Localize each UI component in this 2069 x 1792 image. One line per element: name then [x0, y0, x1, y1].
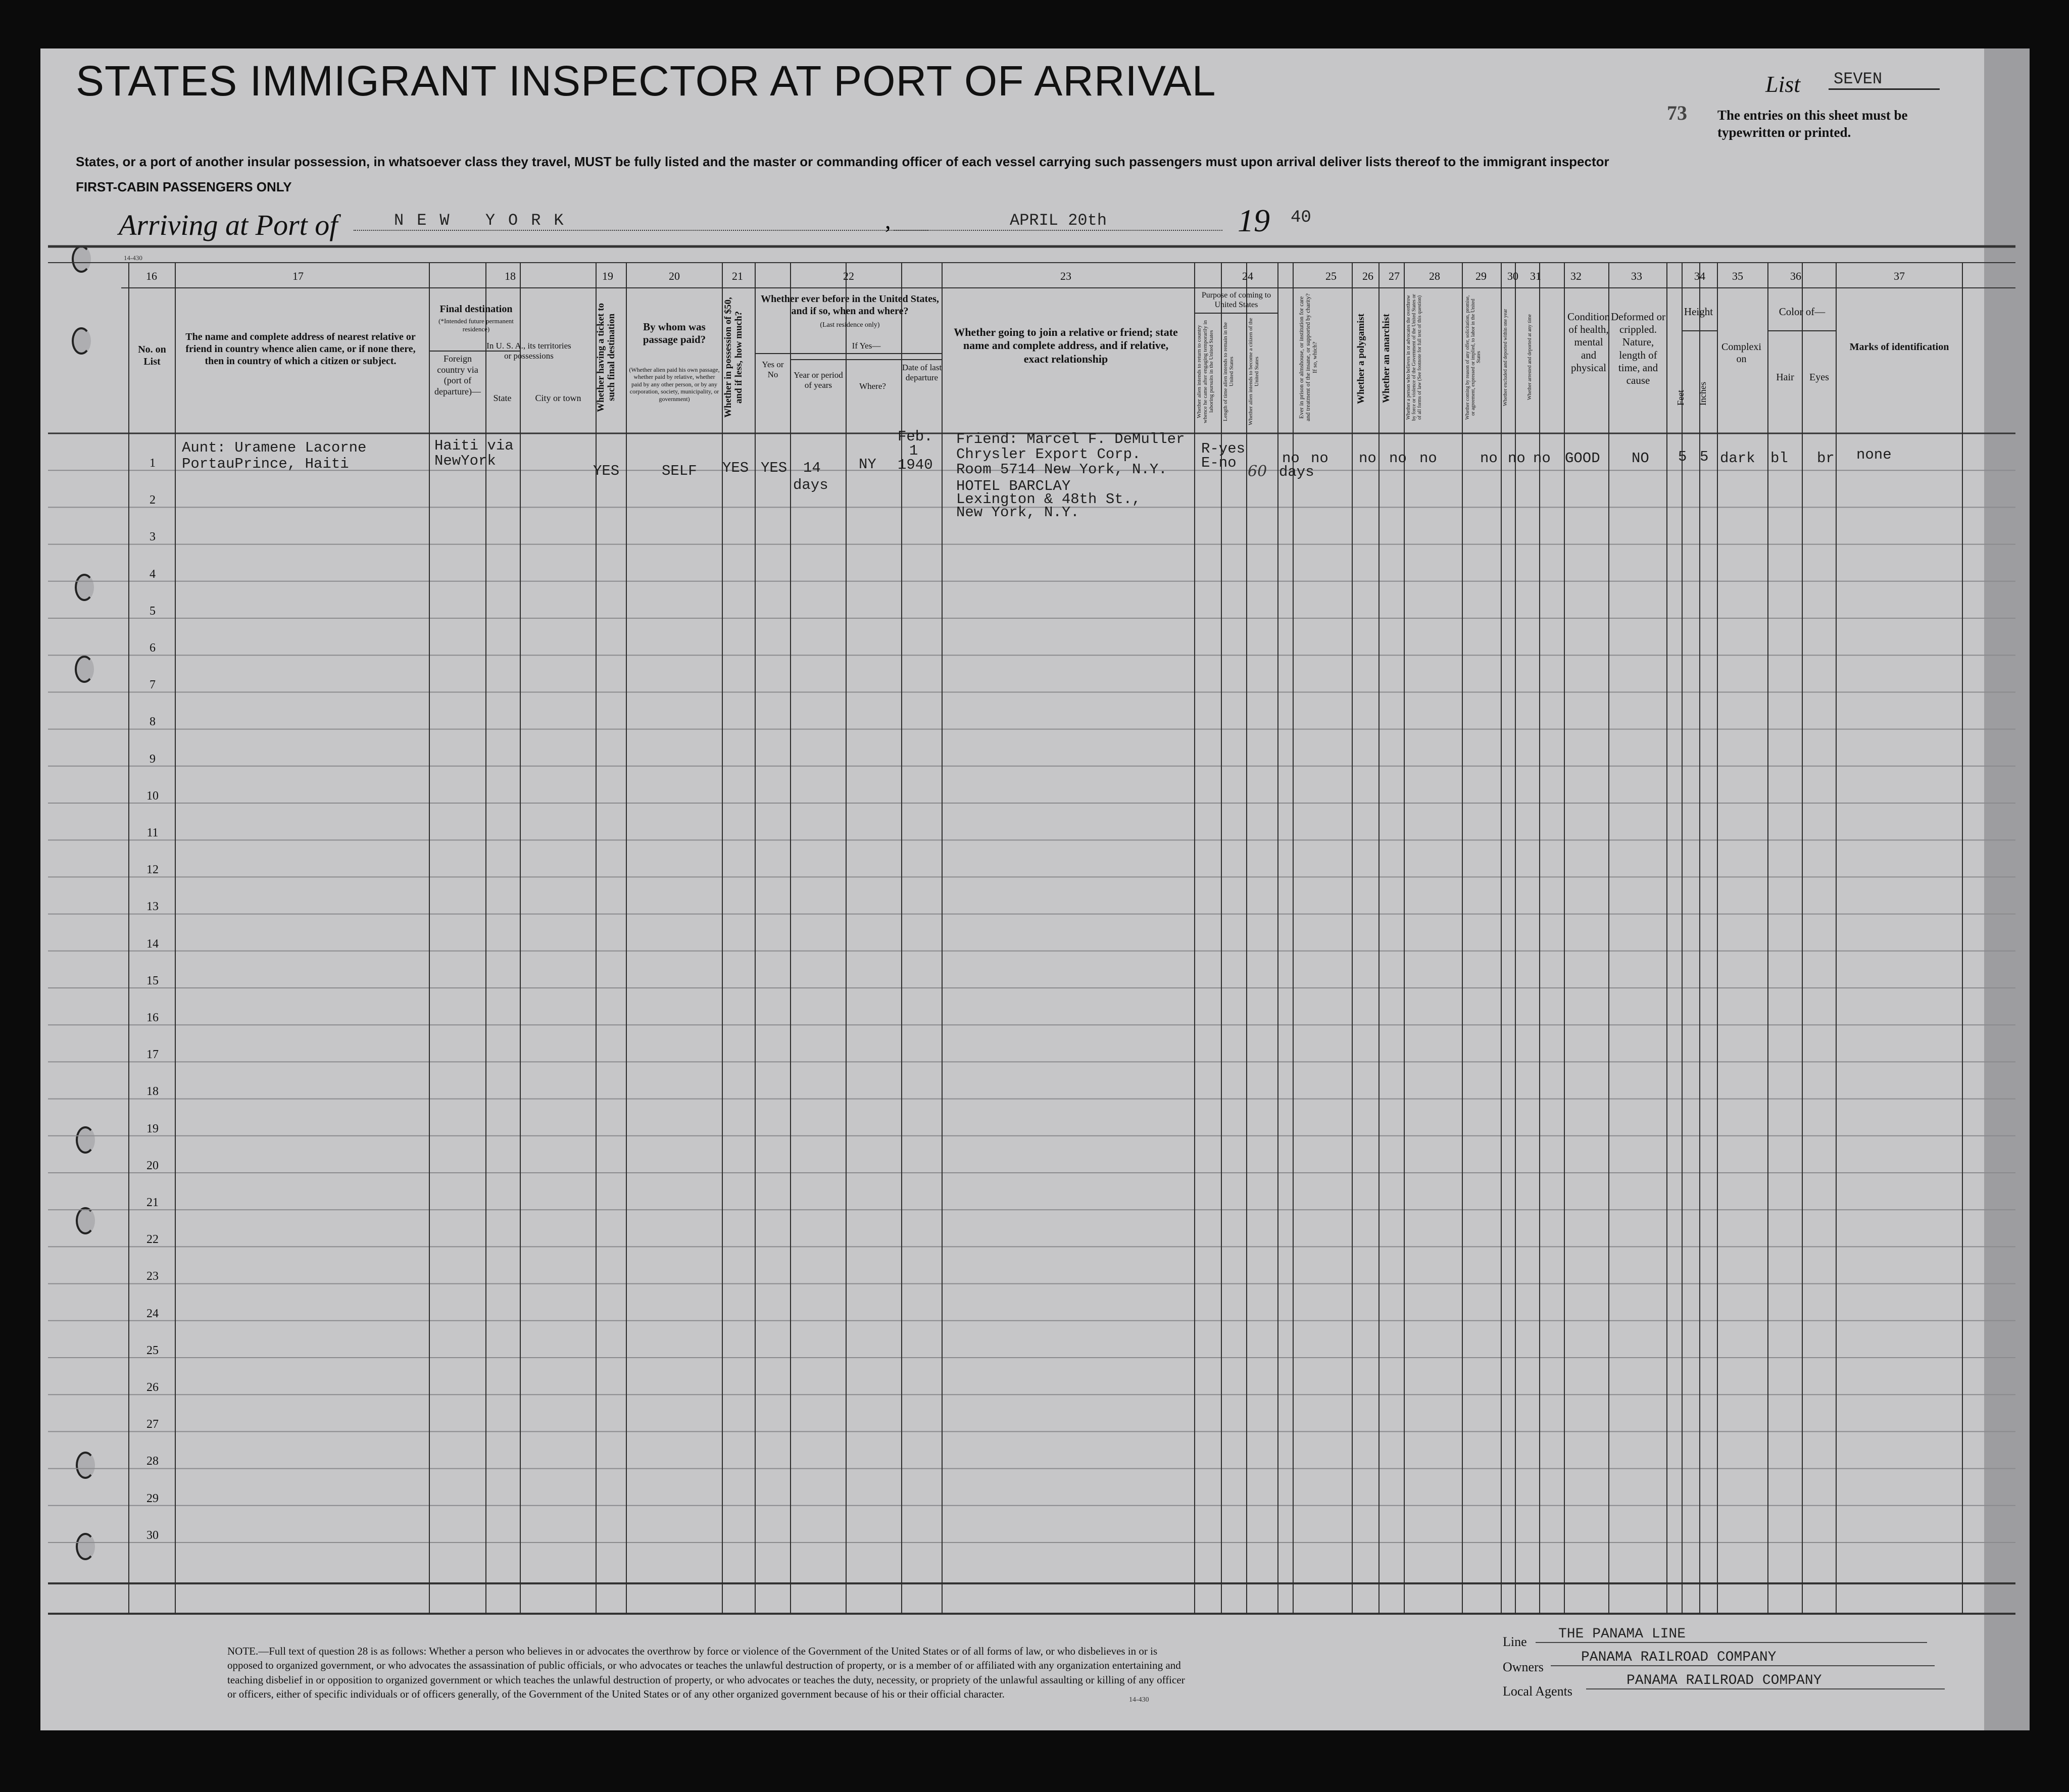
row-number: 24 [146, 1307, 159, 1320]
header-final-destination: Final destination [439, 304, 513, 315]
header-city: City or town [535, 393, 581, 403]
header-nearest-relative: The name and complete address of nearest relative or friend in country whence alien came, or if none there, then in country of which a citizen or subject. [185, 331, 416, 367]
header-possession-50: Whether in possession of $50, and if less, how much? [723, 297, 744, 418]
footer-note: NOTE.—Full text of question 28 is as follows: Whether a person who believes in or advocates the overthrow by force or violence of the Government of the United States or of all forms of law, or who disbelieves in or is opposed to organized government, or who advocates the assassination of public officials, or who advocates or teaches the unlawful destruction of property, or is a member of or affiliated with any organization entertaining and teaching disbelief in or opposition to organized government or which teaches the unlawful destruction of property, or who advocates or teaches the duty, necessity, or propriety of the unlawful assaulting or killing of any officer or officers, either of specific individuals or of officers generally, of the Government of the United States or of any other organized government because of his or their official character. [227, 1645, 1185, 1701]
entry-polygamist: no [1389, 450, 1407, 467]
header-ever-before: Whether ever before in the United States, and if so, when and where? [761, 293, 939, 317]
entry-join-line1: Friend: Marcel F. DeMuller [956, 431, 1185, 447]
entry-length2: days [1279, 464, 1314, 480]
year-prefix: 19 [1238, 203, 1270, 238]
entry-has-50: YES [722, 460, 749, 476]
form-number: 14-430 [1129, 1696, 1149, 1704]
row-number: 22 [146, 1233, 159, 1247]
arriving-label: Arriving at Port of [119, 209, 338, 241]
entry-marks: none [1856, 446, 1892, 463]
header-deformed: Deformed or crippled. Nature, length of time, and cause [1611, 311, 1665, 386]
header-labor-offer: Whether coming by reason of any offer, solicitation, promise, or agreement, expressed or implied, to labor in the United States [1465, 295, 1482, 420]
row-number: 30 [146, 1528, 159, 1542]
entry-before-yesno: YES [761, 460, 787, 476]
header-purpose-return: Whether alien intends to return to country whence he came after engaging temporarily in laboring pursuits in the United States [1196, 320, 1215, 423]
year-suffix: 40 [1291, 208, 1311, 227]
row-number: 6 [150, 641, 156, 655]
entry-before-where: NY [859, 456, 876, 473]
row-number: 2 [150, 493, 156, 507]
header-height: Height [1684, 306, 1713, 318]
class-note: FIRST-CABIN PASSENGERS ONLY [76, 179, 292, 194]
header-last-residence: (Last residence only) [820, 321, 880, 329]
owners-label: Owners [1503, 1660, 1544, 1674]
header-marks: Marks of identification [1849, 341, 1949, 353]
col-number: 21 [732, 270, 743, 282]
header-last-departure: Date of last departure [902, 363, 942, 383]
header-anarchist: Whether an anarchist [1381, 314, 1392, 404]
col-number: 30 [1507, 270, 1518, 282]
col-number: 36 [1790, 270, 1801, 282]
entry-join-line5: Lexington & 48th St., [956, 491, 1141, 508]
row-number: 1 [150, 457, 156, 470]
header-inches: Inches [1698, 382, 1708, 406]
col-number: 27 [1389, 270, 1400, 282]
col-number: 29 [1475, 270, 1487, 282]
row-number: 17 [146, 1048, 159, 1062]
header-purpose: Purpose of coming to United States [1201, 291, 1271, 310]
header-hair: Hair [1776, 372, 1794, 383]
entry-join-line2: Chrysler Export Corp. [956, 446, 1141, 463]
row-number: 18 [146, 1085, 159, 1099]
row-number: 28 [146, 1455, 159, 1468]
row-number: 25 [146, 1343, 159, 1357]
list-label: List [1765, 71, 1801, 97]
col-number: 22 [843, 270, 854, 282]
header-purpose-citizen: Whether alien intends to become a citizen of the United States [1248, 318, 1260, 425]
row-number: 5 [150, 604, 156, 618]
col-number: 33 [1631, 270, 1642, 282]
entry-purpose1: R-yes [1201, 440, 1246, 457]
entries-note: The entries on this sheet must be typewritten or printed. [1717, 108, 1908, 140]
instructions-text: States, or a port of another insular possession, in whatsoever class they travel, MUST be fully listed and the master or commanding officer of each vessel carrying such passengers must upon arrival deliver lists thereof to the immigrant inspector [76, 154, 1609, 169]
entry-length-handwritten: 60 [1248, 463, 1267, 480]
entry-before-date2: 1 [909, 442, 918, 459]
entry-before-date1: Feb. [898, 428, 933, 445]
entry-join-line6: New York, N.Y. [956, 504, 1079, 521]
entry-health: GOOD [1565, 450, 1600, 467]
row-number: 14 [146, 937, 159, 951]
sheet-number: 73 [1667, 102, 1687, 124]
col-number: 16 [146, 270, 157, 282]
header-purpose-length: Length of time alien intends to remain in the United States [1222, 322, 1235, 421]
col-number: 24 [1242, 270, 1253, 282]
col-number: 28 [1429, 270, 1440, 282]
header-where: Where? [859, 381, 886, 391]
entry-deformed: NO [1632, 450, 1649, 467]
header-final-destination-note: (*Intended future permanent residence) [438, 317, 514, 333]
entry-eyes: br [1817, 450, 1835, 467]
entry-citizen: no [1311, 450, 1328, 467]
owners-value: PANAMA RAILROAD COMPANY [1551, 1650, 1935, 1666]
agents-label: Local Agents [1503, 1684, 1572, 1699]
col-number: 20 [669, 270, 680, 282]
header-health: Condition of health, mental and physical [1567, 311, 1610, 374]
col-number: 32 [1570, 270, 1582, 282]
entry-length1: no [1282, 450, 1300, 467]
col-number: 23 [1060, 270, 1071, 282]
row-number: 15 [146, 974, 159, 987]
col-number: 17 [292, 270, 304, 282]
entry-join-line3: Room 5714 New York, N.Y. [956, 461, 1167, 478]
header-yes-or-no: Yes or No [762, 360, 784, 380]
form-number-top: 14-430 [124, 254, 142, 262]
comma: , [885, 208, 891, 233]
entry-foreign-line1: Haiti via [434, 437, 514, 454]
agents-value: PANAMA RAILROAD COMPANY [1586, 1673, 1945, 1689]
entry-before-period1: 14 [803, 460, 821, 476]
entry-prison: no [1359, 450, 1376, 467]
row-number: 21 [146, 1196, 159, 1209]
entry-ticket: YES [593, 463, 620, 479]
entry-join-line4: HOTEL BARCLAY [956, 478, 1071, 494]
row-number: 26 [146, 1381, 159, 1394]
row-number: 29 [146, 1491, 159, 1505]
header-polygamist: Whether a polygamist [1356, 313, 1366, 404]
col-number: 35 [1732, 270, 1743, 282]
row-number: 10 [146, 789, 159, 803]
header-no-on-list: No. on List [138, 344, 166, 367]
entry-feet: 5 [1678, 449, 1687, 465]
header-eyes: Eyes [1809, 372, 1829, 383]
header-color-of: Color of— [1779, 306, 1826, 318]
entry-hair: bl [1770, 450, 1788, 467]
row-number: 11 [146, 826, 159, 839]
header-ticket: Whether having a ticket to such final destination [596, 303, 617, 412]
col-number: 18 [505, 270, 516, 282]
entry-complexion: dark [1720, 450, 1755, 467]
entry-before-date3: 1940 [898, 457, 933, 473]
row-number: 9 [150, 752, 156, 766]
entry-excluded: no [1533, 450, 1551, 467]
header-period: Year or period of years [794, 370, 843, 390]
header-passage-paid: By whom was passage paid? [643, 321, 706, 346]
header-in-usa: In U. S. A., its territories or possessions [486, 341, 571, 361]
header-deported: Whether arrested and deported at any time [1527, 314, 1533, 401]
row-number: 7 [150, 678, 156, 692]
row-number: 8 [150, 715, 156, 729]
entry-foreign-line2: NewYork [434, 453, 496, 469]
arrival-date: APRIL 20th [894, 211, 1222, 231]
entry-relative-line1: Aunt: Uramene Lacorne [182, 439, 367, 456]
page-title: STATES IMMIGRANT INSPECTOR AT PORT OF ARRIVAL [76, 57, 1216, 105]
row-number: 19 [146, 1122, 159, 1135]
header-joining: Whether going to join a relative or friend; state name and complete address, and if relative, exact relationship [954, 326, 1178, 365]
entry-before-period2: days [793, 477, 828, 493]
header-state: State [493, 393, 512, 403]
arrival-port: NEW YORK [354, 211, 929, 231]
row-number: 4 [150, 567, 156, 581]
row-number: 13 [146, 900, 159, 914]
col-number: 26 [1362, 270, 1373, 282]
line-label: Line [1503, 1634, 1527, 1649]
entry-labor-offer: no [1508, 450, 1525, 467]
row-number: 27 [146, 1418, 159, 1431]
line-value: THE PANAMA LINE [1536, 1626, 1927, 1643]
entry-overthrow: no [1480, 450, 1498, 467]
header-complexion: Complexion [1721, 341, 1761, 365]
col-number: 19 [602, 270, 613, 282]
header-overthrow: Whether a person who believes in or advocates the overthrow by force or violence of the Government of the United States or of all forms of law (See footnote for full text of this question) [1406, 294, 1422, 421]
row-number: 12 [146, 863, 159, 877]
header-prison: Ever in prison or almshouse, or institution for care and treatment of the insane, or supported by charity? If so, which? [1298, 293, 1318, 421]
row-number: 3 [150, 530, 156, 544]
header-passage-paid-note: (Whether alien paid his own passage, whether paid by relative, whether paid by any other person, or by any corporation, society, municipality, or government) [629, 366, 720, 403]
entry-inches: 5 [1700, 449, 1709, 465]
entry-anarchist: no [1419, 450, 1437, 467]
header-feet: Feet [1676, 390, 1686, 406]
row-number: 23 [146, 1270, 159, 1283]
header-excluded: Whether excluded and deported within one year [1503, 309, 1508, 406]
col-number: 25 [1325, 270, 1337, 282]
entry-paid-by: SELF [662, 463, 697, 479]
entry-relative-line2: PortauPrince, Haiti [182, 456, 349, 472]
row-number: 16 [146, 1011, 159, 1024]
row-number: 20 [146, 1159, 159, 1172]
list-value: SEVEN [1829, 70, 1940, 90]
col-number: 37 [1894, 270, 1905, 282]
entry-purpose2: E-no [1201, 455, 1237, 471]
header-foreign-country: Foreign country via (port of departure)— [434, 354, 481, 396]
col-number: 34 [1694, 270, 1705, 282]
header-if-yes: If Yes— [852, 341, 881, 351]
col-number: 31 [1530, 270, 1541, 282]
